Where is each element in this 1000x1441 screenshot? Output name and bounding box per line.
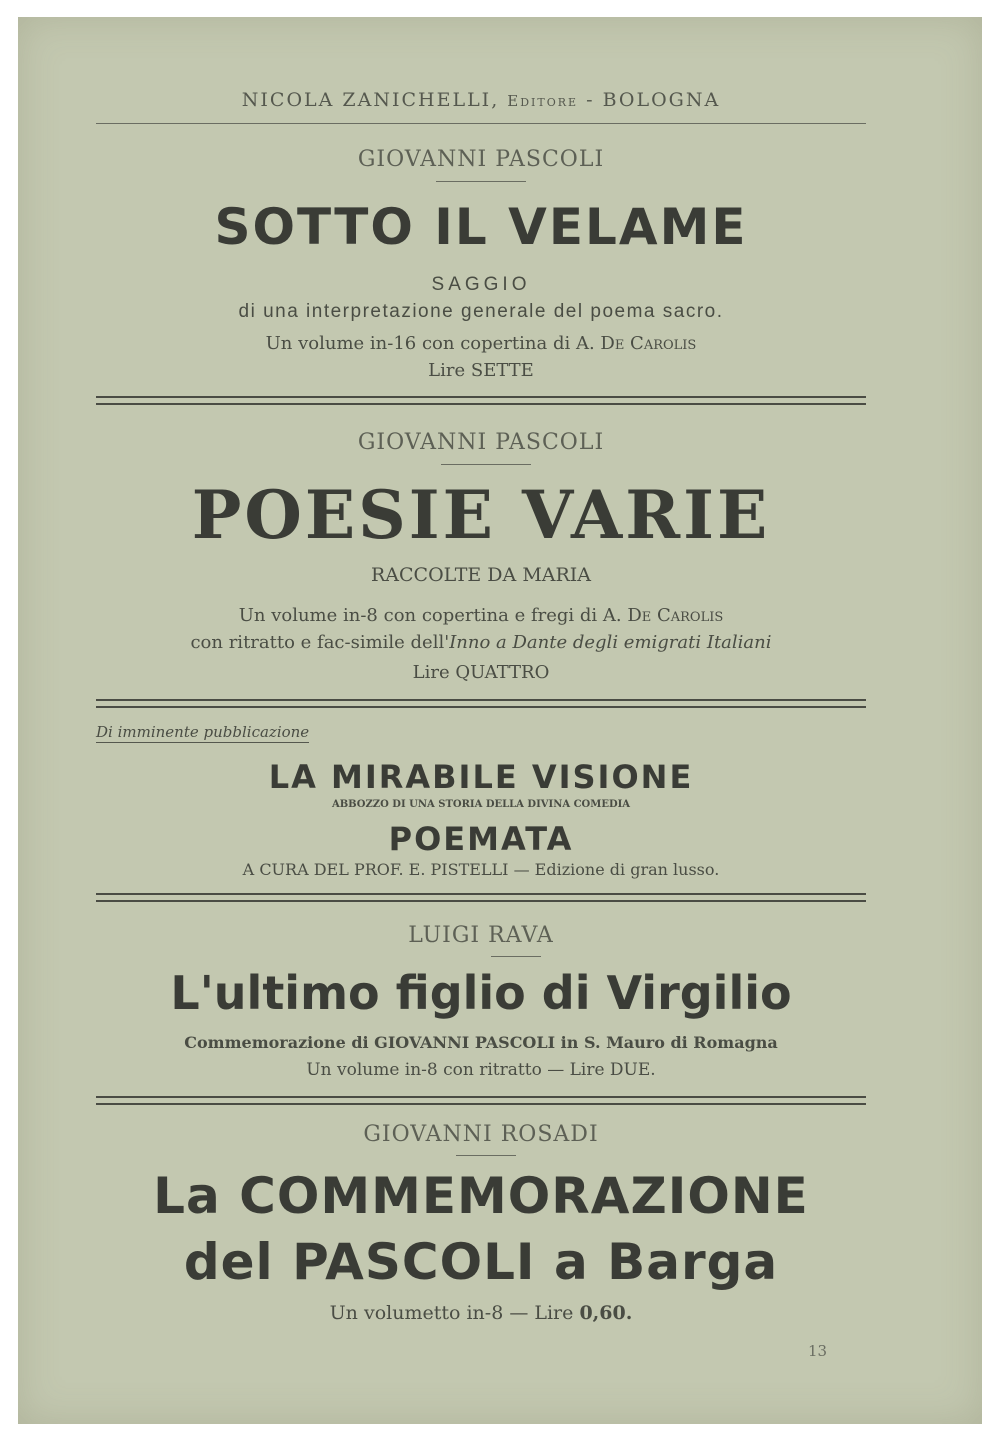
page-number: 13 bbox=[808, 1342, 828, 1360]
ad3-title2: POEMATA bbox=[388, 820, 574, 858]
section-rule-2 bbox=[96, 699, 866, 708]
ad4-commem-name: GIOVANNI PASCOLI bbox=[374, 1033, 556, 1052]
ad2-portrait-text: con ritratto e fac-simile dell' bbox=[190, 632, 450, 653]
ad2-volume bbox=[96, 605, 866, 626]
ad5-title-line2: del PASCOLI a Barga bbox=[183, 1233, 779, 1291]
publisher-role: Editore bbox=[507, 92, 579, 110]
ad1-description: di una interpretazione generale del poema sacro. bbox=[238, 301, 724, 322]
ad2-collected bbox=[96, 564, 866, 586]
ad1-author-underline bbox=[436, 181, 526, 182]
publisher-name: NICOLA ZANICHELLI, bbox=[241, 89, 500, 111]
ad2-author: GIOVANNI PASCOLI bbox=[357, 430, 605, 455]
ad5-volume bbox=[96, 1302, 866, 1324]
ad3-edition: — Edizione di gran lusso. bbox=[513, 860, 720, 879]
ad4-author-underline bbox=[491, 956, 541, 957]
ad4-commem-place: in S. Mauro di Romagna bbox=[560, 1033, 778, 1052]
section-rule-1 bbox=[96, 396, 866, 405]
ad4-author: LUIGI RAVA bbox=[408, 923, 554, 948]
ad2-price: Lire QUATTRO bbox=[412, 662, 550, 683]
ad5-price: 0,60. bbox=[579, 1302, 633, 1324]
ad1-title: SOTTO IL VELAME bbox=[214, 198, 748, 256]
publisher-city: - BOLOGNA bbox=[586, 89, 721, 111]
ad3-curator-name: E. PISTELLI bbox=[408, 860, 509, 879]
ad2-illustrator: De Carolis bbox=[627, 605, 724, 626]
ad2-author-underline bbox=[441, 464, 531, 465]
ad1-volume bbox=[96, 333, 866, 354]
section-rule-4 bbox=[96, 1096, 866, 1105]
ad5-volume-text: Un volumetto in-8 — Lire bbox=[329, 1302, 574, 1324]
ad5-author-underline bbox=[456, 1155, 516, 1156]
ad2-title: POESIE VARIE bbox=[191, 476, 771, 554]
ad5-author: GIOVANNI ROSADI bbox=[363, 1122, 599, 1147]
ad4-title: L'ultimo figlio di Virgilio bbox=[170, 966, 792, 1020]
ad1-price: Lire SETTE bbox=[428, 360, 534, 381]
ad2-portrait-title: Inno a Dante degli emigrati Italiani bbox=[449, 632, 772, 653]
header-rule bbox=[96, 123, 866, 124]
ad2-collected-name: MARIA bbox=[522, 564, 592, 586]
ad2-portrait bbox=[96, 632, 866, 653]
ad3-notice: Di imminente pubblicazione bbox=[96, 723, 310, 741]
ad1-volume-text: Un volume in-16 con copertina di A. bbox=[265, 333, 595, 354]
section-rule-3 bbox=[96, 893, 866, 902]
ad4-volume: Un volume in-8 con ritratto — Lire DUE. bbox=[306, 1060, 656, 1080]
ad5-title-line1: La COMMEMORAZIONE bbox=[153, 1167, 809, 1225]
ad3-title1: LA MIRABILE VISIONE bbox=[268, 758, 694, 796]
ad1-author: GIOVANNI PASCOLI bbox=[357, 147, 605, 172]
ad3-subtitle1: ABBOZZO DI UNA STORIA DELLA DIVINA COMEDIA bbox=[331, 799, 631, 810]
page-sheet bbox=[18, 17, 982, 1424]
ad3-curator bbox=[96, 860, 866, 879]
ad3-curator-label: A CURA DEL PROF. bbox=[242, 860, 404, 879]
ad4-commem-text: Commemorazione di bbox=[184, 1033, 369, 1052]
ad1-subtitle: SAGGIO bbox=[431, 274, 531, 295]
ad2-volume-text: Un volume in-8 con copertina e fregi di A. bbox=[238, 605, 622, 626]
publisher-header bbox=[96, 89, 866, 111]
ad4-commemoration bbox=[96, 1033, 866, 1052]
ad2-collected-label: RACCOLTE DA bbox=[370, 564, 517, 586]
ad1-illustrator: De Carolis bbox=[600, 333, 697, 354]
